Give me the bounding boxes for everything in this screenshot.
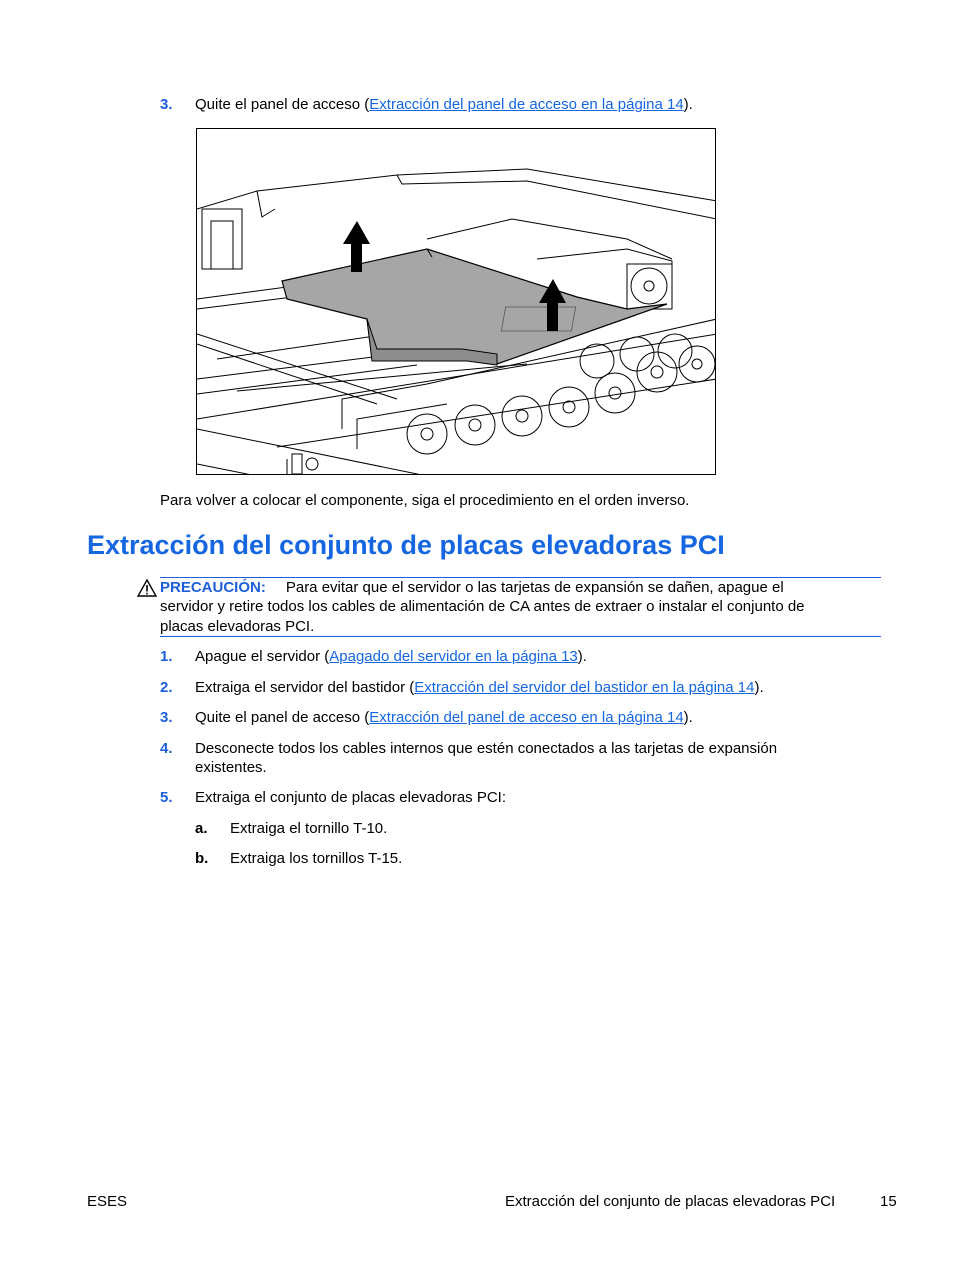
step-3: 3. bbox=[160, 709, 173, 726]
step-1: 1. bbox=[160, 648, 173, 665]
link-power-off[interactable]: Apagado del servidor en la página 13 bbox=[329, 648, 578, 665]
step-2: 2. bbox=[160, 679, 173, 696]
step-1-text: Apague el servidor (Apagado del servidor en la página 13). bbox=[195, 648, 587, 665]
step-4-line-2: existentes. bbox=[195, 759, 267, 776]
step-4: 4. bbox=[160, 740, 173, 757]
caution-line-2: servidor y retire todos los cables de alimentación de CA antes de extraer o instalar el conjunto de bbox=[160, 598, 805, 615]
substep-b-text: Extraiga los tornillos T-15. bbox=[230, 850, 403, 867]
substep-a-letter: a. bbox=[195, 820, 208, 837]
step-top-text: Quite el panel de acceso (Extracción del panel de acceso en la página 14). bbox=[195, 96, 693, 113]
server-access-panel-removal-illustration bbox=[197, 129, 716, 475]
footer-page-number: 15 bbox=[880, 1193, 897, 1210]
warning-triangle-icon bbox=[136, 578, 158, 598]
link-rack-removal[interactable]: Extracción del servidor del bastidor en la página 14 bbox=[414, 679, 755, 696]
caution-line-3: placas elevadoras PCI. bbox=[160, 618, 315, 635]
link-access-panel[interactable]: Extracción del panel de acceso en la página 14 bbox=[369, 96, 684, 113]
footer-left: ESES bbox=[87, 1193, 128, 1210]
link-access-panel-2[interactable]: Extracción del panel de acceso en la página 14 bbox=[369, 709, 684, 726]
caution-line-1: PRECAUCIÓN: Para evitar que el servidor o las tarjetas de expansión se dañen, apague el bbox=[160, 579, 784, 596]
footer-section: Extracción del conjunto de placas elevadoras PCI bbox=[505, 1193, 836, 1210]
caution-bottom-rule bbox=[160, 636, 881, 637]
substep-b-letter: b. bbox=[195, 850, 209, 867]
step-4-line-1: Desconecte todos los cables internos que estén conectados a las tarjetas de expansión bbox=[195, 740, 778, 757]
step-2-text: Extraiga el servidor del bastidor (Extracción del servidor del bastidor en la página 14). bbox=[195, 679, 764, 696]
substep-a-text: Extraiga el tornillo T-10. bbox=[230, 820, 388, 837]
step-number: 3. bbox=[160, 96, 173, 113]
server-illustration bbox=[196, 128, 716, 475]
step-top bbox=[160, 95, 173, 114]
step-5-text: Extraiga el conjunto de placas elevadoras PCI: bbox=[195, 789, 507, 806]
caution-label: PRECAUCIÓN: bbox=[160, 579, 266, 596]
step-3-text: Quite el panel de acceso (Extracción del panel de acceso en la página 14). bbox=[195, 709, 693, 726]
section-title: Extracción del conjunto de placas elevadoras PCI bbox=[87, 530, 725, 560]
reinstall-note: Para volver a colocar el componente, siga el procedimiento en el orden inverso. bbox=[160, 492, 690, 509]
step-5: 5. bbox=[160, 789, 173, 806]
